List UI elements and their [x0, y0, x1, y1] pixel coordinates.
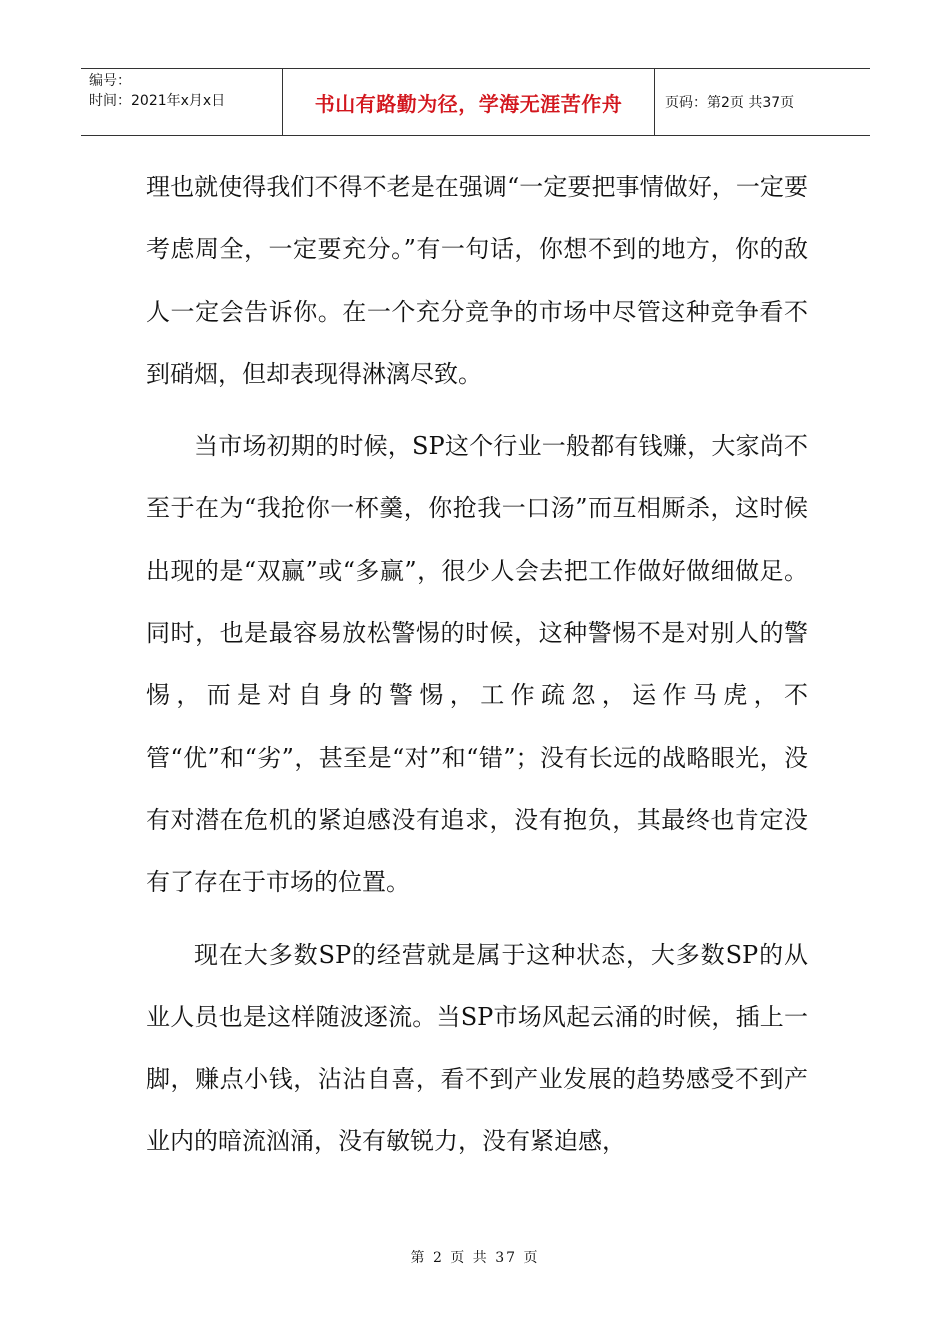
header-page-code: 页码：第2页 共37页: [665, 95, 795, 111]
number-label: 编号：: [89, 73, 131, 89]
header-motto: 书山有路勤为径，学海无涯苦作舟: [283, 69, 655, 135]
page-header: [81, 68, 870, 136]
page-footer: 第 2 页 共 37 页: [410, 1250, 540, 1266]
header-meta: [81, 69, 283, 135]
paragraph-3: 现在大多数SP的经营就是属于这种状态，大多数SP的从业人员也是这样随波逐流。当SP市场风起云涌的时候，插上一脚，赚点小钱，沾沾自喜，看不到产业发展的趋势感受不到产业内的暗流汹涌，没有敏锐力，没有紧迫感，: [146, 940, 808, 1156]
time-label: 时间：2021年x月x日: [89, 93, 226, 109]
paragraph-1: 理也就使得我们不得不老是在强调“一定要把事情做好，一定要考虑周全，一定要充分。”有一句话，你想不到的地方，你的敌人一定会告诉你。在一个充分竞争的市场中尽管这种竞争看不到硝烟，但却表现得淋漓尽致。: [146, 173, 808, 388]
paragraph-2: 当市场初期的时候，SP这个行业一般都有钱赚，大家尚不至于在为“我抢你一杯羹，你抢我一口汤”而互相厮杀，这时候出现的是“双赢”或“多赢”，很少人会去把工作做好做细做足。同时，也是最容易放松警惕的时候，这种警惕不是对别人的警惕，而是对自身的警惕，工作疏忽，运作马虎，不管“优”和“劣”，甚至是“对”和“错”；没有长远的战略眼光，没有对潜在危机的紧迫感没有追求，没有抱负，其最终也肯定没有了存在于市场的位置。: [146, 432, 808, 897]
document-body: [146, 156, 808, 1173]
